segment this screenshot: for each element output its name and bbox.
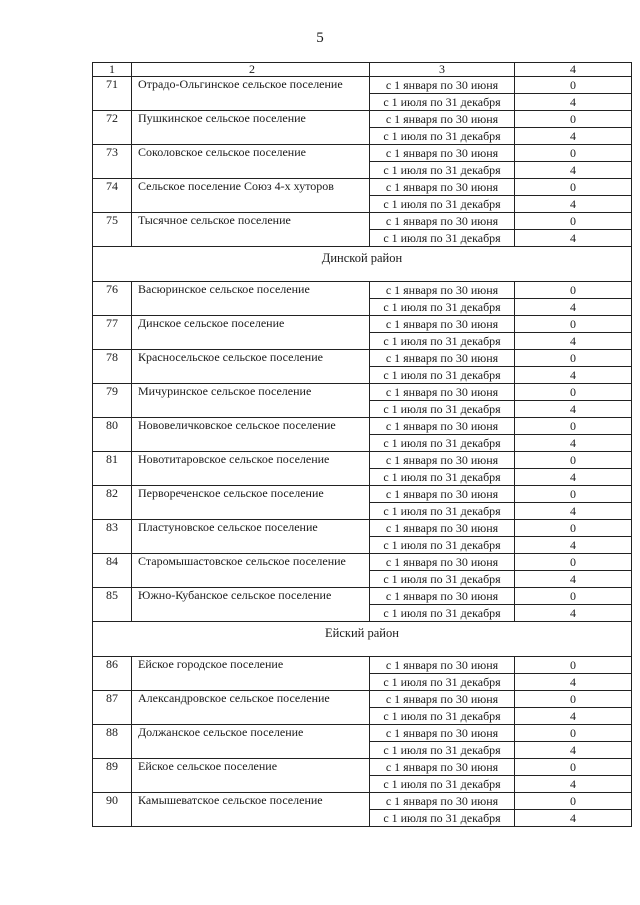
page-number: 5 [316, 30, 324, 46]
value-first-half: 0 [515, 520, 632, 537]
period-second-half: с 1 июля по 31 декабря [370, 94, 515, 111]
settlement-name: Васюринское сельское поселение [132, 282, 370, 316]
table-row [93, 759, 632, 776]
row-number: 85 [93, 588, 132, 622]
header-col-1: 1 [93, 63, 132, 77]
table-row [93, 111, 632, 128]
value-first-half: 0 [515, 588, 632, 605]
period-first-half: с 1 января по 30 июня [370, 111, 515, 128]
period-first-half: с 1 января по 30 июня [370, 793, 515, 810]
period-second-half: с 1 июля по 31 декабря [370, 469, 515, 486]
table-row [93, 452, 632, 469]
period-second-half: с 1 июля по 31 декабря [370, 128, 515, 145]
settlement-name: Мичуринское сельское поселение [132, 384, 370, 418]
period-first-half: с 1 января по 30 июня [370, 520, 515, 537]
district-name: Ейский район [93, 622, 632, 657]
value-first-half: 0 [515, 725, 632, 742]
table-row [93, 350, 632, 367]
table-row [93, 282, 632, 299]
value-first-half: 0 [515, 486, 632, 503]
value-first-half: 0 [515, 145, 632, 162]
settlement-name: Ейское городское поселение [132, 657, 370, 691]
value-second-half: 4 [515, 742, 632, 759]
value-second-half: 4 [515, 708, 632, 725]
value-second-half: 4 [515, 94, 632, 111]
settlement-name: Новотитаровское сельское поселение [132, 452, 370, 486]
table-row [93, 213, 632, 230]
settlement-name: Соколовское сельское поселение [132, 145, 370, 179]
value-first-half: 0 [515, 793, 632, 810]
row-number: 87 [93, 691, 132, 725]
period-second-half: с 1 июля по 31 декабря [370, 674, 515, 691]
value-first-half: 0 [515, 316, 632, 333]
value-first-half: 0 [515, 77, 632, 94]
period-first-half: с 1 января по 30 июня [370, 418, 515, 435]
period-second-half: с 1 июля по 31 декабря [370, 230, 515, 247]
period-first-half: с 1 января по 30 июня [370, 213, 515, 230]
value-second-half: 4 [515, 230, 632, 247]
value-first-half: 0 [515, 759, 632, 776]
settlement-name: Динское сельское поселение [132, 316, 370, 350]
settlement-name: Сельское поселение Союз 4-х хуторов [132, 179, 370, 213]
period-first-half: с 1 января по 30 июня [370, 725, 515, 742]
period-second-half: с 1 июля по 31 декабря [370, 401, 515, 418]
row-number: 84 [93, 554, 132, 588]
value-first-half: 0 [515, 350, 632, 367]
period-first-half: с 1 января по 30 июня [370, 145, 515, 162]
table-row [93, 418, 632, 435]
value-second-half: 4 [515, 299, 632, 316]
row-number: 74 [93, 179, 132, 213]
value-second-half: 4 [515, 537, 632, 554]
period-second-half: с 1 июля по 31 декабря [370, 810, 515, 827]
period-second-half: с 1 июля по 31 декабря [370, 333, 515, 350]
row-number: 80 [93, 418, 132, 452]
row-number: 83 [93, 520, 132, 554]
value-second-half: 4 [515, 503, 632, 520]
settlement-name: Александровское сельское поселение [132, 691, 370, 725]
header-col-2: 2 [132, 63, 370, 77]
settlement-name: Пушкинское сельское поселение [132, 111, 370, 145]
settlement-name: Красносельское сельское поселение [132, 350, 370, 384]
table-row [93, 691, 632, 708]
period-second-half: с 1 июля по 31 декабря [370, 196, 515, 213]
period-second-half: с 1 июля по 31 декабря [370, 537, 515, 554]
value-second-half: 4 [515, 128, 632, 145]
settlement-name: Южно-Кубанское сельское поселение [132, 588, 370, 622]
period-second-half: с 1 июля по 31 декабря [370, 742, 515, 759]
value-first-half: 0 [515, 452, 632, 469]
row-number: 76 [93, 282, 132, 316]
value-second-half: 4 [515, 162, 632, 179]
period-first-half: с 1 января по 30 июня [370, 691, 515, 708]
row-number: 75 [93, 213, 132, 247]
value-second-half: 4 [515, 776, 632, 793]
period-first-half: с 1 января по 30 июня [370, 384, 515, 401]
value-first-half: 0 [515, 213, 632, 230]
period-first-half: с 1 января по 30 июня [370, 179, 515, 196]
table-row [93, 145, 632, 162]
value-first-half: 0 [515, 111, 632, 128]
period-second-half: с 1 июля по 31 декабря [370, 435, 515, 452]
row-number: 82 [93, 486, 132, 520]
row-number: 77 [93, 316, 132, 350]
district-name: Динской район [93, 247, 632, 282]
settlement-name: Камышеватское сельское поселение [132, 793, 370, 827]
table-row [93, 520, 632, 537]
table-row [93, 793, 632, 810]
period-second-half: с 1 июля по 31 декабря [370, 299, 515, 316]
period-first-half: с 1 января по 30 июня [370, 486, 515, 503]
period-second-half: с 1 июля по 31 декабря [370, 367, 515, 384]
row-number: 88 [93, 725, 132, 759]
period-second-half: с 1 июля по 31 декабря [370, 503, 515, 520]
period-first-half: с 1 января по 30 июня [370, 588, 515, 605]
settlement-name: Отрадо-Ольгинское сельское поселение [132, 77, 370, 111]
value-first-half: 0 [515, 691, 632, 708]
table-row [93, 588, 632, 605]
value-second-half: 4 [515, 674, 632, 691]
table-body [93, 63, 632, 827]
period-second-half: с 1 июля по 31 декабря [370, 571, 515, 588]
table-row [93, 316, 632, 333]
value-first-half: 0 [515, 554, 632, 571]
value-second-half: 4 [515, 401, 632, 418]
table-row [93, 486, 632, 503]
period-first-half: с 1 января по 30 июня [370, 316, 515, 333]
period-first-half: с 1 января по 30 июня [370, 77, 515, 94]
district-row [93, 622, 632, 657]
table-header-row [93, 63, 632, 77]
row-number: 72 [93, 111, 132, 145]
value-first-half: 0 [515, 418, 632, 435]
row-number: 89 [93, 759, 132, 793]
header-col-3: 3 [370, 63, 515, 77]
table-row [93, 384, 632, 401]
value-first-half: 0 [515, 179, 632, 196]
header-col-4: 4 [515, 63, 632, 77]
value-first-half: 0 [515, 282, 632, 299]
period-second-half: с 1 июля по 31 декабря [370, 776, 515, 793]
period-first-half: с 1 января по 30 июня [370, 657, 515, 674]
row-number: 81 [93, 452, 132, 486]
period-first-half: с 1 января по 30 июня [370, 282, 515, 299]
settlement-name: Пластуновское сельское поселение [132, 520, 370, 554]
period-first-half: с 1 января по 30 июня [370, 554, 515, 571]
period-second-half: с 1 июля по 31 декабря [370, 708, 515, 725]
row-number: 90 [93, 793, 132, 827]
table-row [93, 657, 632, 674]
row-number: 79 [93, 384, 132, 418]
row-number: 73 [93, 145, 132, 179]
value-second-half: 4 [515, 196, 632, 213]
settlement-name: Старомышастовское сельское поселение [132, 554, 370, 588]
period-second-half: с 1 июля по 31 декабря [370, 605, 515, 622]
district-row [93, 247, 632, 282]
settlements-table [92, 62, 632, 827]
settlement-name: Первореченское сельское поселение [132, 486, 370, 520]
row-number: 78 [93, 350, 132, 384]
value-second-half: 4 [515, 605, 632, 622]
value-second-half: 4 [515, 333, 632, 350]
period-first-half: с 1 января по 30 июня [370, 452, 515, 469]
value-second-half: 4 [515, 367, 632, 384]
settlement-name: Ейское сельское поселение [132, 759, 370, 793]
period-first-half: с 1 января по 30 июня [370, 759, 515, 776]
value-second-half: 4 [515, 571, 632, 588]
row-number: 86 [93, 657, 132, 691]
row-number: 71 [93, 77, 132, 111]
value-first-half: 0 [515, 657, 632, 674]
table-row [93, 77, 632, 94]
period-first-half: с 1 января по 30 июня [370, 350, 515, 367]
value-second-half: 4 [515, 810, 632, 827]
period-second-half: с 1 июля по 31 декабря [370, 162, 515, 179]
value-first-half: 0 [515, 384, 632, 401]
settlement-name: Нововеличковское сельское поселение [132, 418, 370, 452]
value-second-half: 4 [515, 469, 632, 486]
settlement-name: Тысячное сельское поселение [132, 213, 370, 247]
table-row [93, 725, 632, 742]
settlement-name: Должанское сельское поселение [132, 725, 370, 759]
value-second-half: 4 [515, 435, 632, 452]
table-row [93, 179, 632, 196]
table-row [93, 554, 632, 571]
